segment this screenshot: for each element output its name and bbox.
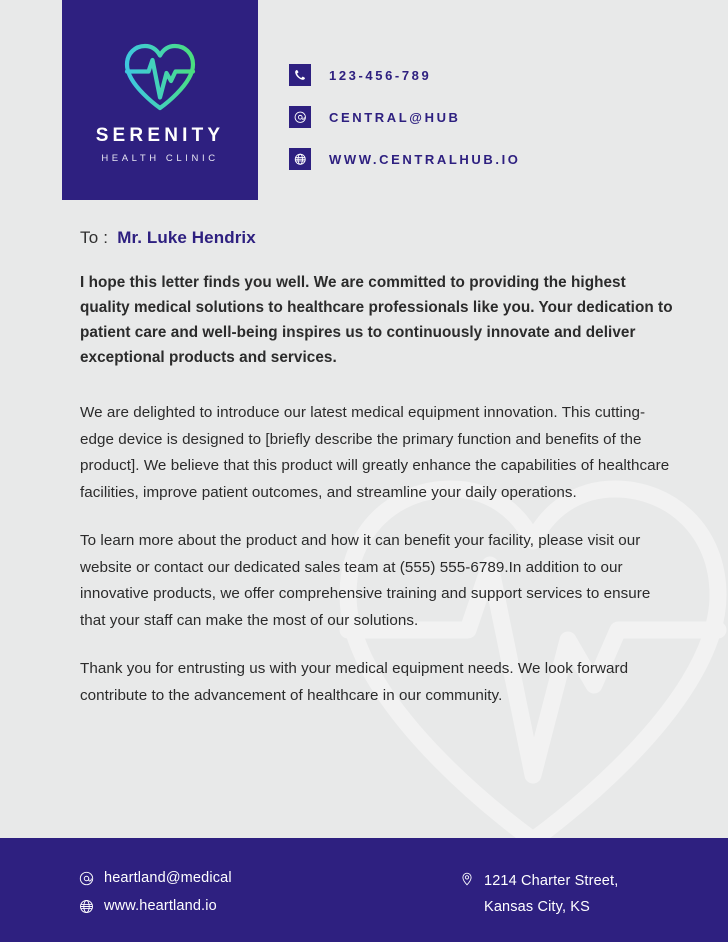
- heart-pulse-icon: [121, 40, 199, 112]
- brand-logo-block: [62, 0, 258, 200]
- globe-icon: [289, 148, 311, 170]
- brand-subtitle: HEALTH CLINIC: [101, 153, 219, 164]
- footer-address-group: [458, 868, 618, 920]
- globe-icon: [78, 898, 95, 915]
- letter-paragraph-4: Thank you for entrusting us with your medical equipment needs. We look forward contribute to the advancement of healthcare in our community.: [80, 660, 629, 704]
- brand-name: SERENITY: [95, 125, 225, 146]
- footer-website-value: www.heartland.io: [104, 898, 217, 914]
- footer-website-row[interactable]: [78, 896, 232, 916]
- footer-address-lines: [484, 868, 618, 920]
- contact-email-row[interactable]: [289, 106, 521, 128]
- at-email-icon: [78, 870, 95, 887]
- contact-phone-value: 123-456-789: [329, 67, 432, 83]
- letter-paragraph-3: To learn more about the product and how it can benefit your facility, please visit our website or contact our dedicated sales team at (555) 555-6789.In addition to our innovative products, we offer comprehensive training and support services to ensure that your staff can make the most of our solutions.: [80, 532, 651, 629]
- footer-email-row[interactable]: [78, 868, 232, 888]
- header-contact-list: [289, 64, 521, 170]
- recipient-label: To :: [80, 228, 109, 247]
- letterhead-header: [0, 0, 728, 205]
- contact-website-value: WWW.CENTRALHUB.IO: [329, 151, 521, 167]
- footer-email-value: heartland@medical: [104, 870, 232, 886]
- contact-website-row[interactable]: [289, 148, 521, 170]
- footer-contact-group: [78, 868, 232, 916]
- at-email-icon: [289, 106, 311, 128]
- letter-lead-paragraph: I hope this letter finds you well. We are committed to providing the highest quality medical solutions to healthcare professionals like you. Your dedication to patient care and well-being inspires us to continuously innovate and deliver exceptional products and services.: [80, 274, 673, 366]
- contact-email-value: CENTRAL@HUB: [329, 109, 461, 125]
- phone-icon: [289, 64, 311, 86]
- letter-paragraph-2: We are delighted to introduce our latest medical equipment innovation. This cutting-edge device is designed to [briefly describe the primary function and benefits of the product]. We believe that this product will greatly enhance the capabilities of healthcare facilities, improve patient outcomes, and streamline your daily operations.: [80, 404, 670, 501]
- location-pin-icon: [458, 870, 475, 887]
- contact-phone-row[interactable]: [289, 64, 521, 86]
- recipient-line: [80, 228, 680, 248]
- recipient-name: Mr. Luke Hendrix: [117, 228, 256, 247]
- letter-body: [80, 228, 680, 709]
- footer-address-row[interactable]: [458, 868, 618, 920]
- letterhead-footer: [0, 838, 728, 942]
- footer-address-line1: 1214 Charter Street,: [484, 873, 619, 889]
- footer-address-line2: Kansas City, KS: [484, 899, 590, 915]
